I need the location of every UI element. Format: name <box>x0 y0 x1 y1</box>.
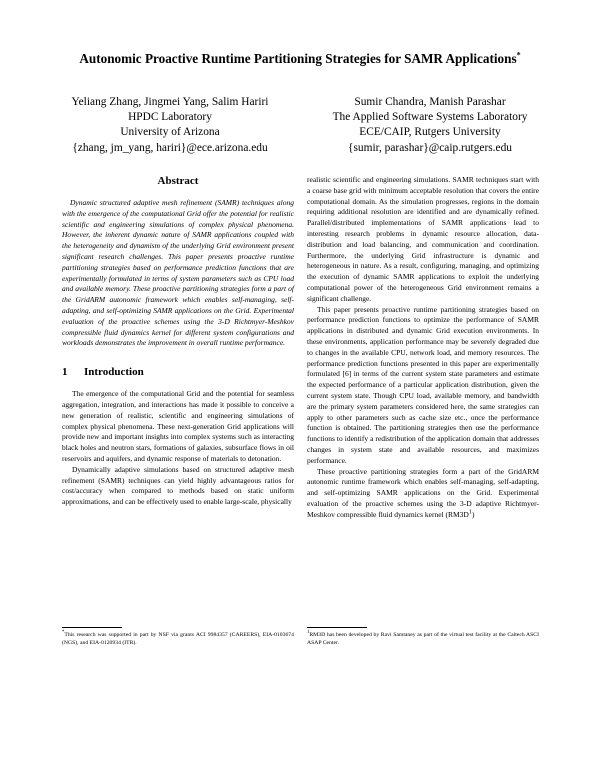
intro-number: 1 <box>62 366 68 379</box>
intro-paragraph-1: The emergence of the computational Grid and the potential for seamless aggregation, integration, and interactions has made it possible to conceive a new generation of realistic, scientific and engineering simulations of complex physical phenomena. These next-generation Grid applications will provide new and important insights into complex systems such as interacting black holes and neutron stars, formations of galaxies, subsurface flows in oil reservoirs and aquifers, and dynamic response of materials to detonation. <box>62 389 294 463</box>
intro-heading <box>62 366 294 378</box>
footnote-right <box>307 632 539 647</box>
intro-paragraph-5-text: These proactive partitioning strategies form a part of the GridARM autonomic runtime framework which enables self-managing, self-adapting, and self-optimizing SAMR applications on the Grid. Experimental evaluation of the proactive schemes using the 3-D adaptive Richtmyer-Meshkov compressible fluid dynamics kernel (RM3D <box>307 466 539 519</box>
paper-title-text: Autonomic Proactive Runtime Partitioning Strategies for SAMR Applications <box>79 51 517 66</box>
footnote-rule-left <box>62 627 122 628</box>
abstract-heading: Abstract <box>157 175 199 187</box>
author-lab-right: The Applied Software Systems Laboratory <box>332 111 528 124</box>
paper-title <box>30 51 570 67</box>
author-block-right <box>300 95 560 156</box>
footnote-left-mark: * <box>62 630 65 636</box>
author-email-right: {sumir, parashar}@caip.rutgers.edu <box>348 141 512 154</box>
intro-heading-text: Introduction <box>84 366 144 379</box>
author-names-right: Sumir Chandra, Manish Parashar <box>354 96 506 108</box>
footnote-rule-right <box>307 627 367 628</box>
intro-body-left <box>62 389 294 508</box>
intro-paragraph-2: Dynamically adaptive simulations based on structured adaptive mesh refinement (SAMR) techniques can yield highly advantageous ratios for cost/accuracy when compared to methods based on static uniform approximations, and can be effectively used to enable large-scale, physically <box>62 464 294 507</box>
author-institution-right: ECE/CAIP, Rutgers University <box>359 126 501 139</box>
author-names-left: Yeliang Zhang, Jingmei Yang, Salim Hariri <box>71 96 269 108</box>
footnote-right-mark: 1 <box>307 630 310 636</box>
title-footnote-mark: * <box>516 50 521 60</box>
intro-paragraph-5 <box>307 467 539 521</box>
author-email-left: {zhang, jm_yang, hariri}@ece.arizona.edu <box>72 141 268 154</box>
right-column <box>307 175 539 521</box>
intro-paragraph-4: This paper presents proactive runtime partitioning strategies based on performance prediction functions to optimize the performance of SAMR applications in distributed and dynamic Grid execution environments. In these environments, application performance may be severely degraded due to changes in the available CPU, network load, and memory resources. The performance prediction functions presented in this paper are experimentally formulated [6] in terms of the current system state parameters and estimate the expected performance of a particular application distribution, given the current system state. Though CPU load, available memory, and bandwidth are the primary system parameters considered here, the same strategies can apply to other parameters such as cache size etc., once the performance function is obtained. The partitioning strategies then use the performance functions to identify a redistribution of the application domain that addresses changes in system state and available resources, and maximizes performance. <box>307 304 539 465</box>
footnote-left <box>62 632 294 647</box>
author-block-left <box>40 95 300 156</box>
intro-paragraph-3: realistic scientific and engineering simulations. SAMR techniques start with a coarse base grid with minimum acceptable resolution that covers the entire computational domain. As the simulation progresses, regions in the domain requiring additional resolution are identified and are dynamically refined. Parallel/distributed implementations of SAMR applications lead to interesting research problems in dynamic resource allocation, data-distribution and load balancing, and communication and coordination. Furthermore, the underlying Grid infrastructure is dynamic and heterogeneous in nature. As a result, configuring, managing, and optimizing the execution of dynamic SAMR applications to exploit the underlying computational power of the heterogeneous Grid environment remains a significant challenge. <box>307 175 539 303</box>
abstract-text: Dynamic structured adaptive mesh refinement (SAMR) techniques along with the emergence of the computational Grid offer the potential for realistic scientific and engineering simulations of complex physical phenomena. However, the inherent dynamic nature of SAMR applications coupled with the heterogeneity and dynamism of the underlying Grid environment present significant research challenges. This paper presents proactive runtime partitioning strategies based on performance prediction functions that are experimentally formulated in terms of system parameters such as CPU load and available memory. These proactive partitioning strategies form a part of the GridARM autonomic framework which enables self-managing, self-adapting, and self-optimizing SAMR applications on the Grid. Experimental evaluation of the proactive schemes using the 3-D Richtmyer-Meshkov compressible fluid dynamics kernel for different system configurations and workloads demonstrates the improvement in overall runtime performance. <box>62 198 294 348</box>
left-column <box>62 175 294 508</box>
intro-paragraph-5-end: ) <box>471 509 475 519</box>
author-lab-left: HPDC Laboratory <box>128 111 212 124</box>
rm3d-footnote-mark: 1 <box>468 508 472 516</box>
abstract-section <box>62 175 294 349</box>
footnote-left-text: This research was supported in part by NSF via grants ACI 9984357 (CAREERS), EIA-0103674 (NGS), and EIA-0120934 (ITR). <box>62 632 294 646</box>
author-institution-left: University of Arizona <box>120 126 220 139</box>
footnote-right-text: RM3D has been developed by Ravi Samtaney as part of the virtual test facility at the Caltech ASCI ASAP Center. <box>307 632 539 646</box>
